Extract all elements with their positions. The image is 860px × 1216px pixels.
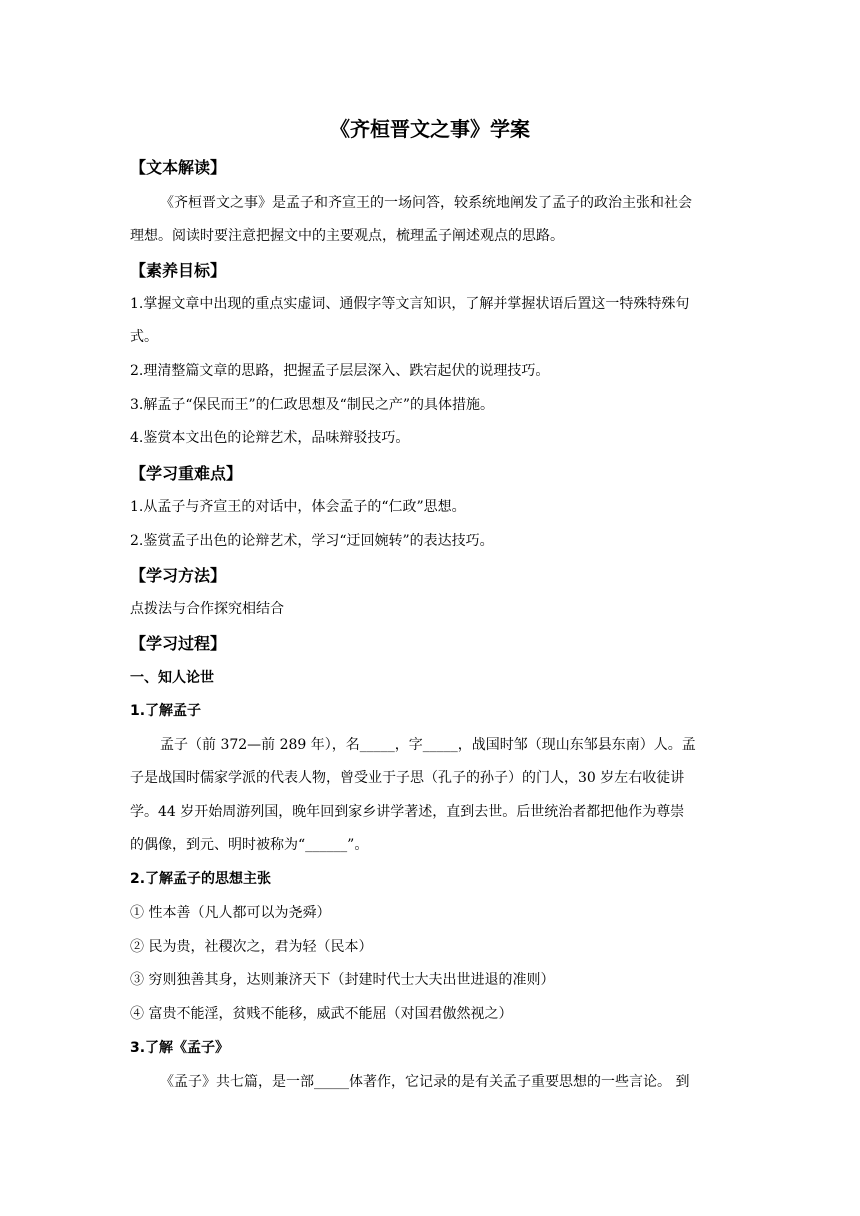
- section-heading-process: 【学习过程】: [130, 634, 227, 653]
- part-heading: 一、知人论世: [130, 670, 214, 686]
- section-heading-text-reading: 【文本解读】: [130, 158, 227, 177]
- thought-item: ② 民为贵，社稷次之，君为轻（民本）: [130, 939, 373, 955]
- paragraph-line: 《孟子》共七篇，是一部_____体著作，它记录的是有关孟子重要思想的一些言论。 到: [160, 1074, 690, 1090]
- thought-item: ④ 富贵不能淫，贫贱不能移，威武不能屈（对国君傲然视之）: [130, 1006, 513, 1022]
- section-heading-key-points: 【学习重难点】: [130, 464, 243, 483]
- paragraph-line: 子是战国时儒家学派的代表人物，曾受业于子思（孔子的孙子）的门人，30 岁左右收徒讲: [130, 770, 685, 786]
- subheading-thoughts: 2.了解孟子的思想主张: [130, 871, 272, 887]
- section-heading-goals: 【素养目标】: [130, 261, 227, 280]
- key-point-item: 2.鉴赏孟子出色的论辩艺术，学习“迂回婉转”的表达技巧。: [130, 533, 494, 549]
- paragraph-line: 的偶像，到元、明时被称为“______”。: [130, 837, 369, 853]
- key-point-item: 1.从孟子与齐宣王的对话中，体会孟子的“仁政”思想。: [130, 499, 466, 515]
- goal-item: 4.鉴赏本文出色的论辩艺术，品味辩驳技巧。: [130, 430, 410, 446]
- paragraph-line: 理想。阅读时要注意把握文中的主要观点，梳理孟子阐述观点的思路。: [130, 228, 564, 244]
- subheading-book: 3.了解《孟子》: [130, 1040, 230, 1056]
- goal-item: 1.掌握文章中出现的重点实虚词、通假字等文言知识，了解并掌握状语后置这一特殊特殊句: [130, 296, 690, 312]
- goal-item: 2.理清整篇文章的思路，把握孟子层层深入、跌宕起伏的说理技巧。: [130, 363, 550, 379]
- section-heading-method: 【学习方法】: [130, 566, 227, 585]
- thought-item: ① 性本善（凡人都可以为尧舜）: [130, 905, 331, 921]
- subheading-mencius: 1.了解孟子: [130, 703, 202, 719]
- goal-item-continued: 式。: [130, 329, 158, 345]
- paragraph-line: 《齐桓晋文之事》是孟子和齐宣王的一场问答，较系统地阐发了孟子的政治主张和社会: [160, 195, 692, 211]
- method-text: 点拨法与合作探究相结合: [130, 601, 284, 617]
- goal-item: 3.解孟子“保民而王”的仁政思想及“制民之产”的具体措施。: [130, 397, 494, 413]
- thought-item: ③ 穷则独善其身，达则兼济天下（封建时代士大夫出世进退的准则）: [130, 972, 555, 988]
- paragraph-line: 学。44 岁开始周游列国，晚年回到家乡讲学著述，直到去世。后世统治者都把他作为尊崇: [130, 804, 685, 820]
- paragraph-line: 孟子（前 372—前 289 年），名_____，字_____，战国时邹（现山东邹县东南）人。孟: [160, 737, 696, 753]
- document-title: 《齐桓晋文之事》学案: [330, 117, 530, 141]
